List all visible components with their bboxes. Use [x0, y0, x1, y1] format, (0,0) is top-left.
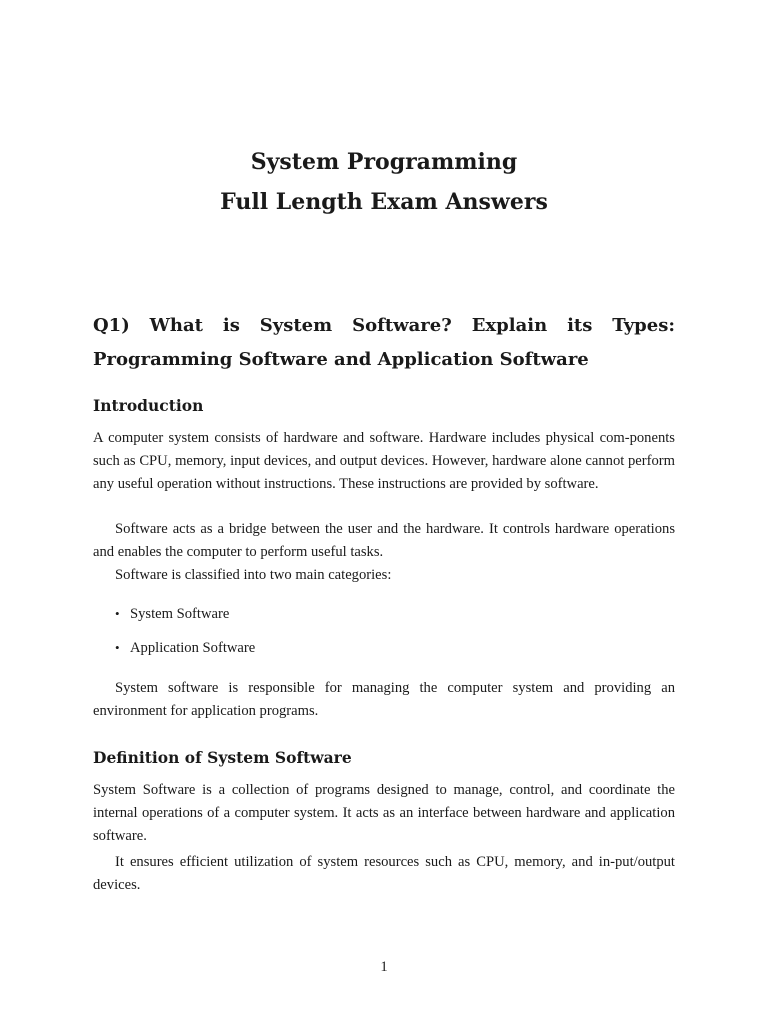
introduction-heading: Introduction: [93, 396, 204, 415]
introduction-paragraph-1: A computer system consists of hardware and software. Hardware includes physical com-ponents such as CPU, memory, input devices, and output devices. However, hardware alone cannot perform any useful operation without instructions. These instructions are provided by software.: [93, 430, 675, 492]
bullet-icon: •: [115, 640, 120, 655]
page-number: 1: [380, 959, 388, 975]
definition-heading: Definition of System Software: [93, 748, 352, 767]
bullet-icon: •: [115, 606, 120, 621]
question-heading: Q1) What is System Software? Explain its Types: Programming Software and Application Software: [93, 315, 675, 370]
introduction-paragraph-3: Software is classified into two main categories:: [115, 567, 392, 583]
document-title: [93, 142, 675, 222]
list-item: [93, 637, 675, 671]
list-item: [93, 603, 675, 637]
definition-paragraph-1: System Software is a collection of programs designed to manage, control, and coordinate the internal operations of a computer system. It acts as an interface between hardware and application software.: [93, 782, 675, 844]
list-item-label: System Software: [130, 606, 230, 622]
title-line-1: System Programming: [250, 149, 518, 175]
title-line-2: Full Length Exam Answers: [220, 189, 548, 215]
introduction-paragraph-2: Software acts as a bridge between the user and the hardware. It controls hardware operations and enables the computer to perform useful tasks.: [93, 521, 675, 560]
software-categories-list: [93, 603, 675, 671]
list-item-label: Application Software: [130, 640, 256, 656]
definition-paragraph-2: It ensures efficient utilization of system resources such as CPU, memory, and in-put/output devices.: [93, 854, 675, 893]
introduction-closing-paragraph: System software is responsible for managing the computer system and providing an environment for application programs.: [93, 680, 675, 719]
